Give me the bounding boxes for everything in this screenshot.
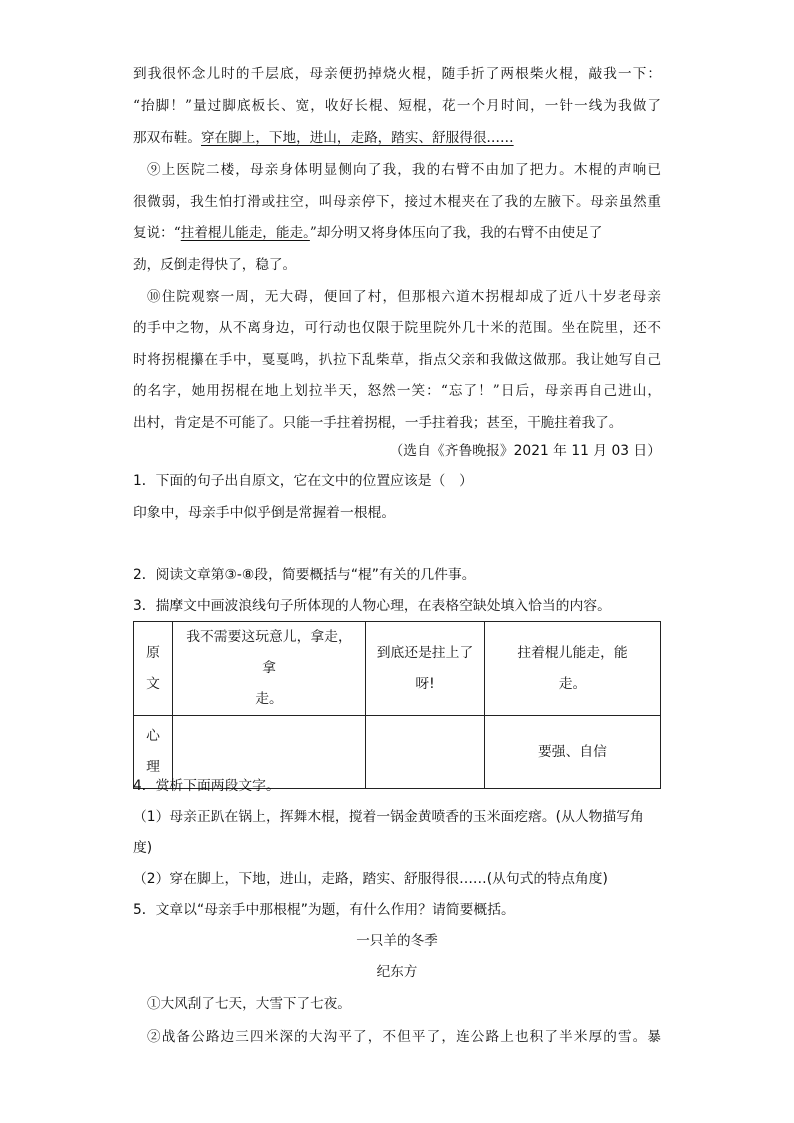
paragraph-10-line: ⑩住院观察一周，无大碍，便回了村，但那根六道木拐棍却成了近八十岁老母亲 — [147, 289, 661, 305]
question-4-part-2: （2）穿在脚上，下地，进山，走路，踏实、舒服得很……(从句式的特点角度) — [133, 871, 608, 887]
story-2-paragraph-1: ①大风刮了七天，大雪下了七夜。 — [147, 996, 351, 1012]
source-citation: （选自《齐鲁晚报》2021 年 11 月 03 日） — [389, 443, 661, 459]
table-cell — [485, 622, 661, 716]
table-row — [134, 622, 661, 716]
question-1: 1．下面的句子出自原文，它在文中的位置应该是（ ） — [133, 473, 473, 489]
paragraph-10-line: 时将拐棍攥在手中，戛戛鸣，扒拉下乱柴草，指点父亲和我做这做那。我让她写自己 — [133, 352, 661, 368]
table-cell-text: 呀! — [415, 675, 435, 692]
table-cell-text: 走。 — [255, 691, 283, 707]
question-4-part-1-cont: 度) — [133, 840, 153, 856]
question-2: 2．阅读文章第③-⑧段，简要概括与“棍”有关的几件事。 — [133, 567, 476, 583]
paragraph-8-line: “抬脚！”量过脚底板长、宽，收好长棍、短棍，花一个月时间，一针一线为我做了 — [133, 98, 661, 114]
paragraph-8-line — [133, 128, 661, 148]
table-row-header — [134, 622, 173, 716]
story-title: 一只羊的冬季 — [356, 933, 438, 949]
paragraph-9-line: 劲，反倒走得快了，稳了。 — [133, 257, 297, 273]
question-1-sentence: 印象中，母亲手中似乎倒是常握着一根棍。 — [133, 505, 396, 521]
table-cell: 要强、自信 — [485, 716, 661, 789]
paragraph-8-text: 那双布鞋。 — [133, 130, 201, 146]
question-4: 4．赏析下面两段文字。 — [133, 778, 280, 794]
table-cell — [366, 622, 485, 716]
paragraph-9-text: 复说：“ — [133, 225, 181, 241]
story-2-paragraph-2: ②战备公路边三四米深的大沟平了，不但平了，连公路上也积了半米厚的雪。暴 — [147, 1029, 661, 1045]
table-cell-text: 心 — [146, 728, 160, 744]
wavy-underlined-sentence: 穿在脚上，下地，进山，走路，踏实、舒服得很…… — [200, 130, 514, 146]
question-3: 3．揣摩文中画波浪线句子所体现的人物心理，在表格空缺处填入恰当的内容。 — [133, 598, 611, 614]
paragraph-9-text: ”却分明又将身体压向了我，我的右臂不由使足了 — [309, 225, 603, 241]
table-cell-text: 理 — [146, 759, 160, 775]
paragraph-9-line — [133, 223, 661, 243]
table-cell-text: 走。 — [558, 675, 587, 692]
paragraph-10-line: 的名字，她用拐棍在地上划拉半天，怒然一笑：“忘了！”日后，母亲再自己进山， — [133, 383, 661, 399]
table-cell-text: 拄着棍儿能走，能 — [517, 644, 628, 661]
story-author: 纪东方 — [376, 964, 418, 980]
table-cell-text: 到底还是拄上了 — [376, 644, 474, 661]
table-cell-text: 文 — [146, 675, 160, 692]
psychology-table — [133, 621, 661, 789]
wavy-underlined-sentence: 拄着棍儿能走，能走。 — [180, 225, 310, 241]
table-cell-text: 我不需要这玩意儿，拿走，拿 — [186, 629, 352, 676]
paragraph-9-line: ⑨上医院二楼，母亲身体明显侧向了我，我的右臂不由加了把力。木棍的声响已 — [147, 162, 661, 178]
question-4-part-1: （1）母亲正趴在锅上，挥舞木棍，搅着一锅金黄喷香的玉米面疙瘩。(从人物描写角 — [133, 809, 644, 825]
question-5: 5．文章以“母亲手中那根棍”为题，有什么作用？请简要概括。 — [133, 902, 515, 918]
paragraph-10-line: 出村，肯定是不可能了。只能一手拄着拐棍，一手拄着我；甚至，干脆拄着我了。 — [133, 415, 623, 431]
paragraph-9-line: 很微弱，我生怕打滑或拄空，叫母亲停下，接过木棍夹在了我的左腋下。母亲虽然重 — [133, 194, 661, 210]
table-cell — [173, 622, 366, 716]
paragraph-8-line: 到我很怀念儿时的千层底，母亲便扔掉烧火棍，随手折了两根柴火棍，敲我一下： — [133, 66, 661, 82]
paragraph-10-line: 的手中之物，从不离身边，可行动也仅限于院里院外几十米的范围。坐在院里，还不 — [133, 320, 661, 336]
table-cell-text: 原 — [146, 644, 160, 661]
